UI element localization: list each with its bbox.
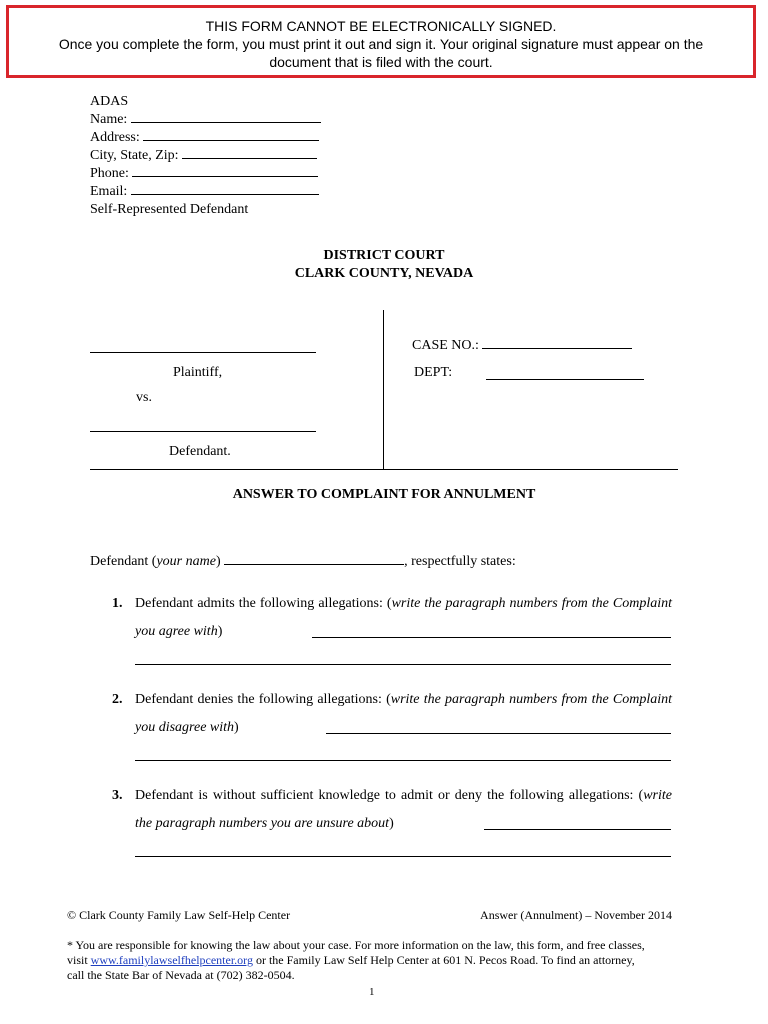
case-number-field	[412, 338, 632, 354]
filer-role: Self-Represented Defendant	[90, 202, 249, 217]
item-2-text: Defendant denies the following allegations: (write the paragraph numbers from the Complaint you disagree with)	[135, 692, 672, 735]
address-blank[interactable]	[143, 139, 319, 141]
header-adas: ADAS	[90, 94, 129, 109]
case-number-blank[interactable]	[482, 347, 632, 349]
address-field	[90, 129, 319, 147]
phone-label: Phone:	[90, 166, 129, 181]
item-3-blank-1[interactable]	[484, 829, 671, 830]
email-label: Email:	[90, 184, 128, 199]
item-1-blank-1[interactable]	[312, 637, 671, 638]
intro-prefix: Defendant (	[90, 554, 157, 569]
notice-line-1: THIS FORM CANNOT BE ELECTRONICALLY SIGNED.	[205, 18, 557, 34]
item-3-text: Defendant is without sufficient knowledge to admit or deny the following allegations: (write the paragraph numbers you are unsure about)	[135, 788, 672, 831]
plaintiff-blank[interactable]	[90, 352, 316, 353]
name-label: Name:	[90, 112, 128, 127]
footer-note-line-2: visit www.familylawselfhelpcenter.org or the Family Law Self Help Center at 601 N. Pecos Road. To find an attorney,	[67, 953, 635, 967]
document-title: ANSWER TO COMPLAINT FOR ANNULMENT	[232, 487, 536, 502]
court-county: CLARK COUNTY, NEVADA	[294, 266, 474, 281]
item-1-text: Defendant admits the following allegations: (write the paragraph numbers from the Complaint you agree with)	[135, 596, 672, 639]
name-field	[90, 111, 321, 129]
item-3-number: 3.	[112, 788, 123, 803]
city-state-zip-field	[90, 147, 317, 165]
email-field	[90, 183, 319, 201]
intro-italic: your name	[156, 554, 216, 569]
case-number-label: CASE NO.:	[412, 338, 479, 353]
item-2-number: 2.	[112, 692, 123, 707]
defendant-blank[interactable]	[90, 431, 316, 432]
defendant-label: Defendant.	[169, 444, 231, 459]
item-2-blank-1[interactable]	[326, 733, 671, 734]
dept-blank[interactable]	[486, 379, 644, 380]
address-label: Address:	[90, 130, 140, 145]
intro-suffix: , respectfully states:	[404, 554, 516, 569]
item-3-blank-2[interactable]	[135, 856, 671, 857]
email-blank[interactable]	[131, 193, 319, 195]
self-help-center-link[interactable]: www.familylawselfhelpcenter.org	[90, 953, 253, 967]
dept-label: DEPT:	[414, 365, 453, 380]
phone-field	[90, 165, 318, 183]
court-name: DISTRICT COURT	[323, 248, 445, 263]
city-label: City, State, Zip:	[90, 148, 179, 163]
electronic-signature-notice	[6, 5, 756, 78]
phone-blank[interactable]	[132, 175, 318, 177]
versus-label: vs.	[136, 390, 152, 405]
notice-line-3: document that is filed with the court.	[269, 54, 493, 70]
footer-note-line-3: call the State Bar of Nevada at (702) 382-0504.	[67, 968, 295, 982]
caption-divider-horizontal	[90, 469, 678, 470]
notice-line-2: Once you complete the form, you must print it out and sign it. Your original signature must appear on the	[58, 36, 704, 52]
intro-statement	[90, 554, 516, 570]
item-1-blank-2[interactable]	[135, 664, 671, 665]
item-2-blank-2[interactable]	[135, 760, 671, 761]
footer-form-id: Answer (Annulment) – November 2014	[480, 908, 672, 922]
footer-copyright: © Clark County Family Law Self-Help Center	[67, 908, 291, 922]
name-blank[interactable]	[131, 121, 321, 123]
item-1-number: 1.	[112, 596, 123, 611]
your-name-blank[interactable]	[224, 563, 404, 565]
city-blank[interactable]	[182, 157, 317, 159]
caption-divider-vertical	[383, 310, 384, 470]
page-number: 1	[369, 986, 375, 998]
footer-note-line-1: * You are responsible for knowing the law about your case. For more information on the law, this form, and free classes,	[67, 938, 645, 952]
intro-close: )	[215, 554, 221, 569]
plaintiff-label: Plaintiff,	[173, 365, 223, 380]
